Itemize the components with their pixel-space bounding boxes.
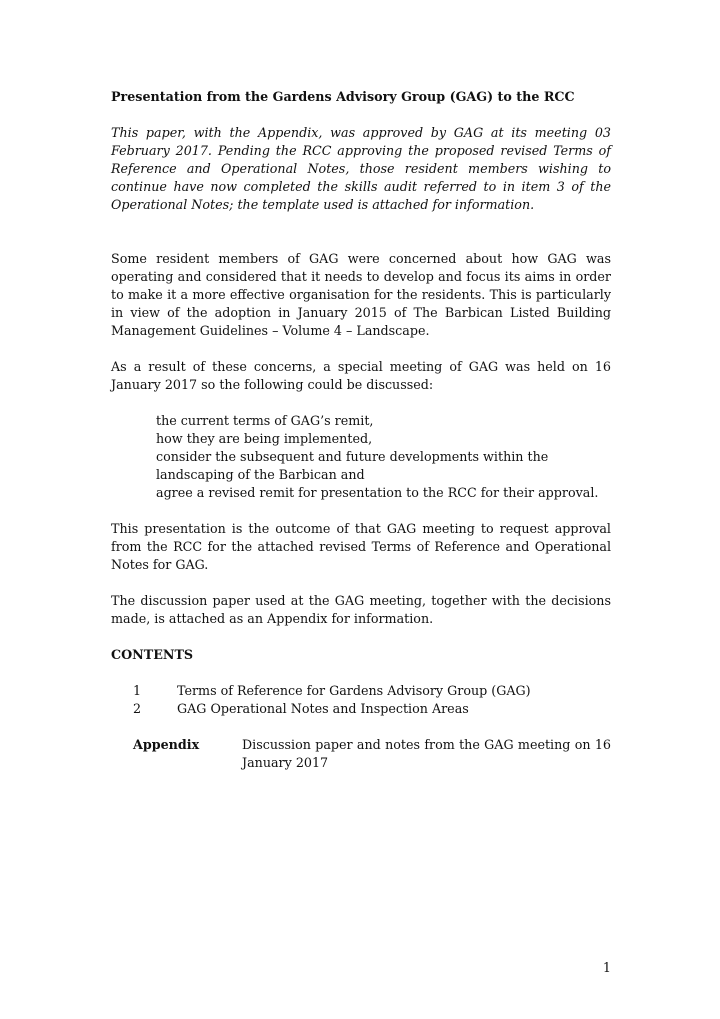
- appendix-description: Discussion paper and notes from the GAG meeting on 16 January 2017: [242, 737, 611, 770]
- contents-item: [133, 700, 611, 718]
- contents-item-text: GAG Operational Notes and Inspection Areas: [177, 701, 469, 716]
- contents-item-number: 2: [133, 701, 142, 716]
- body-paragraph-discussion-paper: The discussion paper used at the GAG meeting, together with the decisions made, is attached as an Appendix for information.: [111, 593, 611, 626]
- contents-item: [133, 682, 611, 700]
- page-number: 1: [602, 960, 611, 975]
- discussion-point: agree a revised remit for presentation to the RCC for their approval.: [156, 485, 599, 500]
- discussion-points-list: [111, 412, 611, 502]
- discussion-point: consider the subsequent and future developments within the landscaping of the Barbican and: [156, 449, 549, 482]
- discussion-point: how they are being implemented,: [156, 431, 373, 446]
- appendix-label: Appendix: [133, 737, 200, 752]
- contents-item-number: 1: [133, 683, 142, 698]
- body-paragraph-concerns: Some resident members of GAG were concerned about how GAG was operating and considered that it needs to develop and focus its aims in order to make it a more effective organisation for the residents. This is particularly in view of the adoption in January 2015 of The Barbican Listed Building Management Guidelines – Volume 4 – Landscape.: [111, 251, 611, 338]
- appendix-entry: [133, 736, 611, 772]
- document-title: Presentation from the Gardens Advisory Group (GAG) to the RCC: [111, 89, 575, 104]
- document-body: [111, 88, 611, 772]
- body-paragraph-special-meeting: As a result of these concerns, a special meeting of GAG was held on 16 January 2017 so the following could be discussed:: [111, 359, 611, 392]
- intro-paragraph: This paper, with the Appendix, was approved by GAG at its meeting 03 February 2017. Pending the RCC approving the proposed revised Terms of Reference and Operational Notes, those resident members wishing to continue have now completed the skills audit referred to in item 3 of the Operational Notes; the template used is attached for information.: [111, 125, 611, 212]
- body-paragraph-outcome: This presentation is the outcome of that GAG meeting to request approval from the RCC for the attached revised Terms of Reference and Operational Notes for GAG.: [111, 521, 611, 572]
- discussion-point: the current terms of GAG’s remit,: [156, 413, 374, 428]
- contents-list: [133, 682, 611, 718]
- contents-item-text: Terms of Reference for Gardens Advisory Group (GAG): [177, 683, 531, 698]
- contents-heading: CONTENTS: [111, 647, 194, 662]
